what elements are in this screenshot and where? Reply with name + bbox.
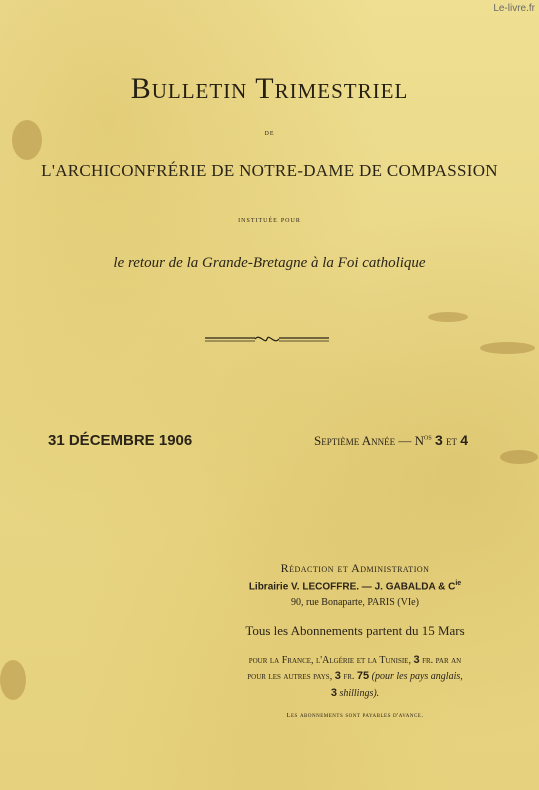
tarif-autres-mid: fr. xyxy=(340,671,357,682)
payables-notice: Les abonnements sont payables d'avance. xyxy=(286,712,424,719)
tarif-autres-pays xyxy=(190,670,520,682)
mission-statement: le retour de la Grande-Bretagne à la Foi catholique xyxy=(113,255,426,271)
title-de: de xyxy=(264,128,275,137)
tarif-autres-note: (pour les pays anglais, xyxy=(369,671,463,682)
numero-second: 4 xyxy=(460,432,469,448)
stain xyxy=(500,450,538,464)
stain xyxy=(428,312,468,322)
numero-first: 3 xyxy=(434,432,443,448)
tarif-autres-pre: pour les autres pays, xyxy=(247,671,335,682)
tarif-shillings-amount: 3 xyxy=(330,687,337,699)
publisher-superscript: ie xyxy=(455,580,462,587)
issue-year-number xyxy=(314,432,468,449)
annee-label: Septième Année — N xyxy=(314,433,425,448)
stain xyxy=(12,120,42,160)
tarif-shillings-text: shillings). xyxy=(336,688,380,699)
redaction-heading: Rédaction et Administration xyxy=(280,561,430,575)
ornament-divider xyxy=(205,333,329,345)
stain xyxy=(480,342,535,354)
tarif-autres-amount: 3 xyxy=(334,670,341,682)
tarif-france-post: fr. par an xyxy=(419,655,462,666)
publisher-address: 90, rue Bonaparte, PARIS (VIe) xyxy=(291,597,419,608)
bulletin-title: Bulletin Trimestriel xyxy=(130,72,409,105)
tarif-france-pre: pour la France, l'Algérie et la Tunisie, xyxy=(248,655,414,666)
publisher-name: Librairie V. LECOFFRE. — J. GABALDA & C xyxy=(248,581,456,593)
watermark: Le-livre.fr xyxy=(493,3,535,14)
numero-superscript: os xyxy=(424,432,432,442)
tarif-shillings xyxy=(190,687,520,699)
numero-et: et xyxy=(442,433,461,448)
tarif-france-amount: 3 xyxy=(413,654,420,666)
tarif-autres-amount2: 75 xyxy=(356,670,370,682)
confrerie-name: L'ARCHICONFRÉRIE DE NOTRE-DAME DE COMPASSION xyxy=(41,161,498,180)
publisher-line xyxy=(190,580,520,592)
subscription-start: Tous les Abonnements partent du 15 Mars xyxy=(245,623,465,638)
issue-date: 31 DÉCEMBRE 1906 xyxy=(48,432,193,449)
tarif-france xyxy=(190,654,520,666)
stain xyxy=(0,660,26,700)
instituee-pour: instituée pour xyxy=(238,215,301,224)
